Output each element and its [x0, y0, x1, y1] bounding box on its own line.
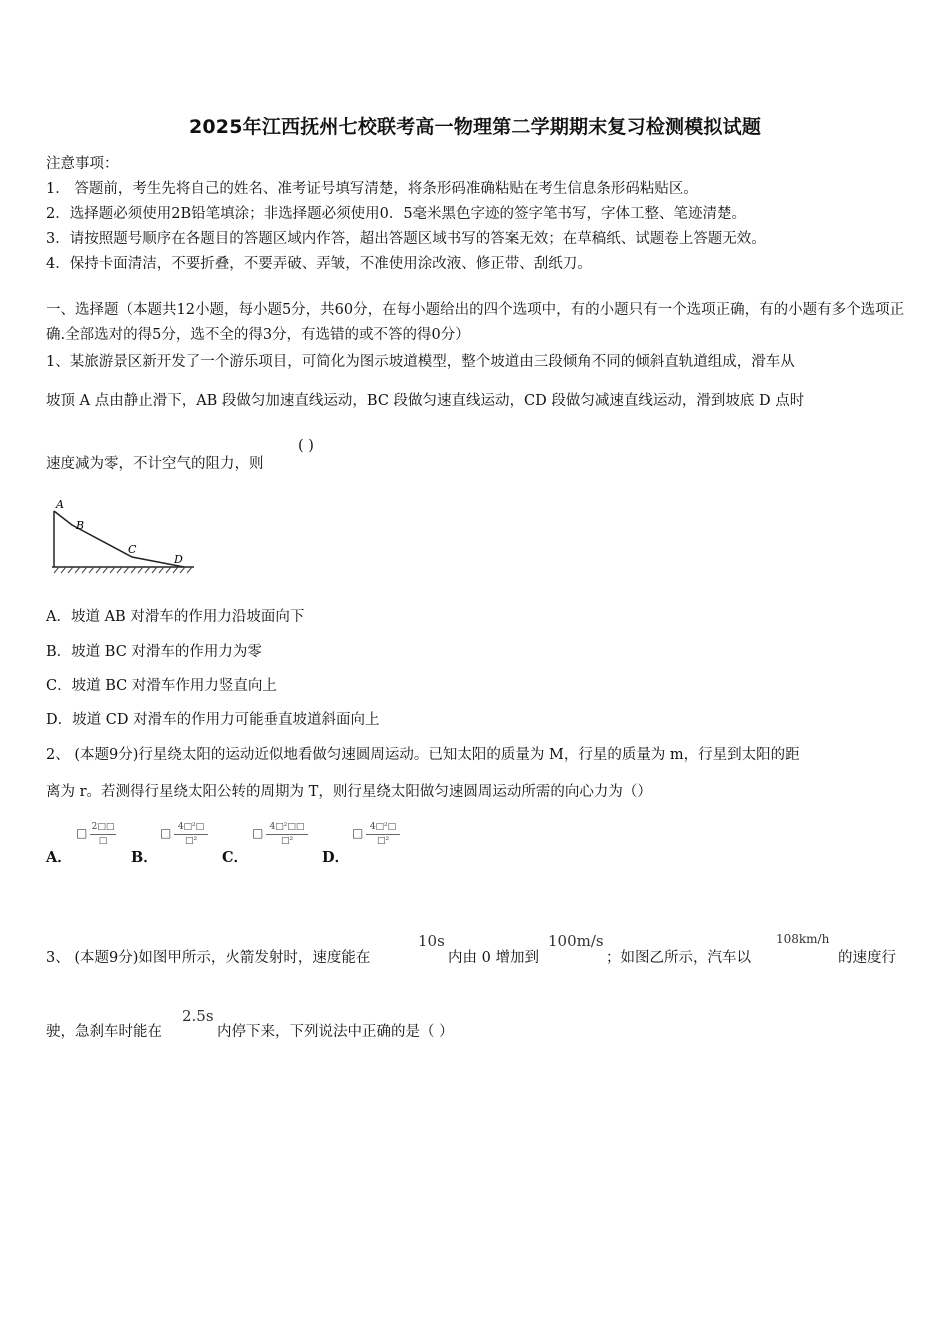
value-time: 2.5s	[182, 1007, 214, 1025]
option-c: C．坡道 BC 对滑车作用力竖直向上	[46, 678, 277, 694]
question-3-text: ；如图乙所示，汽车以	[606, 950, 751, 966]
question-3-text: 驶，急刹车时能在	[46, 1024, 162, 1040]
figure-label: D	[174, 553, 183, 566]
option-d: D．坡道 CD 对滑车的作用力可能垂直坡道斜面向上	[46, 712, 380, 728]
option-b-label: B．	[131, 849, 158, 866]
notice-heading: 注意事项：	[46, 156, 119, 172]
question-2-line: 离为 r。若测得行星绕太阳公转的周期为 T，则行星绕太阳做匀速圆周运动所需的向心力为（）	[46, 784, 652, 800]
question-3-text: 3、 (本题9分)如图甲所示，火箭发射时，速度能在	[46, 950, 371, 966]
question-3-text: 内停下来，下列说法中正确的是（ ）	[217, 1024, 454, 1040]
option-a-label: A．	[46, 849, 72, 866]
figure-label: A	[56, 498, 64, 511]
fraction-denominator: □²	[184, 836, 198, 846]
page-title: 2025年江西抚州七校联考高一物理第二学期期末复习检测模拟试题	[188, 116, 762, 138]
question-3-text: 的速度行	[838, 950, 896, 966]
figure-label: C	[128, 543, 137, 556]
value-time: 10s	[418, 932, 445, 950]
fraction-denominator: □	[98, 836, 108, 846]
option-b: B．坡道 BC 对滑车的作用力为零	[46, 644, 262, 660]
fraction-numerator: 4□²□□	[269, 822, 305, 832]
fraction-numerator: 2□□	[91, 822, 115, 832]
notice-item: 1． 答题前，考生先将自己的姓名、准考证号填写清楚，将条形码准确粘贴在考生信息条形码粘贴区。	[46, 181, 698, 197]
value-speed: 108km/h	[776, 932, 830, 946]
option-a: A．坡道 AB 对滑车的作用力沿坡面向下	[46, 609, 305, 625]
question-2-line: 2、 (本题9分)行星绕太阳的运动近似地看做匀速圆周运动。已知太阳的质量为 M，行星的质量为 m，行星到太阳的距	[46, 747, 800, 763]
question-1-line: 速度减为零，不计空气的阻力，则	[46, 456, 264, 472]
option-c-label: C．	[222, 849, 249, 866]
option-d-label: D．	[322, 849, 350, 866]
notice-item: 2．选择题必须使用2B铅笔填涂；非选择题必须使用0．5毫米黑色字迹的签字笔书写，字体工整、笔迹清楚。	[46, 206, 747, 222]
answer-paren: ( )	[298, 438, 314, 454]
notice-item: 4．保持卡面清洁，不要折叠，不要弄破、弄皱，不准使用涂改液、修正带、刮纸刀。	[46, 256, 592, 272]
question-1-line: 坡顶 A 点由静止滑下，AB 段做匀加速直线运动，BC 段做匀速直线运动，CD 段做匀减速直线运动，滑到坡底 D 点时	[46, 393, 805, 409]
figure-label: B	[76, 519, 85, 532]
fraction-numerator: 4□²□	[369, 822, 397, 832]
fraction-denominator: □²	[280, 836, 294, 846]
notice-item: 3．请按照题号顺序在各题目的答题区域内作答，超出答题区域书写的答案无效；在草稿纸、试题卷上答题无效。	[46, 231, 766, 247]
fraction-denominator: □²	[376, 836, 390, 846]
section-intro: 一、选择题（本题共12小题，每小题5分，共60分，在每小题给出的四个选项中，有的小题只有一个选项正确，有的小题有多个选项正确.全部选对的得5分，选不全的得3分，有选错的或不答的得0分）	[46, 302, 905, 343]
fraction-numerator: 4□²□	[177, 822, 205, 832]
exam-page: 2025年江西抚州七校联考高一物理第二学期期末复习检测模拟试题 注意事项： 1． 答题前，考生先将自己的姓名、准考证号填写清楚，将条形码准确粘贴在考生信息条形码粘贴区。 2．选择题必须使用2B铅笔填涂；非选择题必须使用0．5毫米黑色字迹的签字笔书写，字体工整、笔迹清楚。 3．请按照题号顺序在各题目的答题区域内作答，超出答题区域书写的答案无效；在草稿纸、试题卷上答题无效。 4．保持卡面清洁，不要折叠，不要弄破、弄皱，不准使用涂改液、修正带、刮纸刀。 一、选择题（本题共12小题，每小题5分，共60分，在每小题给出的四个选项中，有的小题只有一个选项正确，有的小题有多个选项正确.全部选对的得5分，选不全的得3分，有选错的或不答的得0分） 1、某旅游景区新开发了一个游乐项目，可简化为图示坡道模型，整个坡道由三段倾角不同的倾斜直轨道组成，滑车从 坡顶 A 点由静止滑下，AB 段做匀加速直线运动，BC 段做匀速直线运动，CD 段做匀减速直线运动，滑到坡底 D 点时 速度减为零，不计空气的阻力，则 ( ) A B C D A．坡道 AB 对滑车的作用力沿坡面向下 B．坡道 BC 对滑车的作用力为零 C．坡道 BC 对滑车作用力竖直向上 D．坡道 CD 对滑车的作用力可能垂直坡道斜面向上 2、 (本题9分)行星绕太阳的运动近似地看做匀速圆周运动。已知太阳的质量为 M，行星的质量为 m，行星到太阳的距 离为 r。若测得行星绕太阳公转的周期为 T，则行星绕太阳做匀速圆周运动所需的向心力为（） A． □ 2□□ □ B． □ 4□²□ □² C． □ 4□²□□ □² D． □ 4□²□ □² 3、 (本题9分)如图甲所示，火箭发射时，速度能在 10s 内由 0 增加到 100m/s ；如图乙所示，汽车以 108km/h 的速度行 驶，急刹车时能在 2.5s 内停下来，下列说法中正确的是（ ）	[0, 0, 950, 1344]
slope-diagram	[44, 495, 199, 577]
value-speed: 100m/s	[548, 932, 604, 950]
question-3-text: 内由 0 增加到	[448, 950, 539, 966]
question-1-line: 1、某旅游景区新开发了一个游乐项目，可简化为图示坡道模型，整个坡道由三段倾角不同的倾斜直轨道组成，滑车从	[46, 354, 795, 370]
